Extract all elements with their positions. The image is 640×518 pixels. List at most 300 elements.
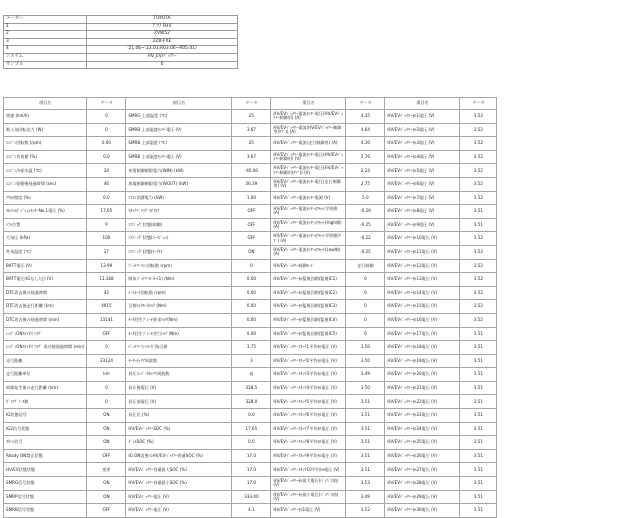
item-name: HV/EVﾊﾞｯﾃﾘｰｽﾀｯｸ6平均ｾﾙ電圧 (V)	[271, 409, 346, 423]
item-value: 3.50	[346, 381, 385, 395]
item-name: HV/EVﾊﾞｯﾃﾘｰ容量最大SOC (%)	[126, 463, 232, 477]
item-value: 3.52	[460, 150, 497, 164]
item-name: HV/EV状態状態	[4, 463, 87, 477]
item-name: HV/EVﾊﾞｯﾃﾘｰ電流ｾﾝｻｰ電圧(HV/EVﾊﾞｯﾃﾘｰ制御用) (V)	[271, 150, 346, 164]
item-value: 0	[87, 123, 126, 137]
item-name: HV/EVﾊﾞｯﾃﾘｰｾﾙ16電圧 (V)	[385, 313, 460, 327]
table-row	[4, 286, 497, 300]
item-value: 2.75	[346, 177, 385, 191]
item-value: 3.51	[460, 422, 497, 436]
item-name: HV/EVﾊﾞｯﾃﾘｰ電流ｾﾝｻｰｵﾌｾｯﾄ(Low側) (A)	[271, 245, 346, 259]
item-name: HV/EVﾊﾞｯﾃﾘｰｾﾙ2電圧 (V)	[385, 123, 460, 137]
item-value: 0.00	[87, 137, 126, 151]
item-value: 4.1	[232, 504, 271, 518]
item-name: ｴｱﾊﾞｯｸﾞ状態(制御)	[126, 218, 232, 232]
item-name: 走行距離	[4, 354, 87, 368]
table-row	[4, 449, 497, 463]
item-name: 外気温度 (℃)	[4, 245, 87, 259]
item-value: 42	[87, 286, 126, 300]
item-value: 3	[232, 354, 271, 368]
info-row	[4, 16, 238, 24]
item-name: ｱｸｾﾙ開度 (%)	[4, 191, 87, 205]
info-key: システム	[4, 53, 87, 61]
item-name: 大気圧 (kPa)	[4, 232, 87, 246]
item-name: ﾓｰﾀ回生ﾌﾞﾚｰｷ要求ﾄﾙｸ(Nm)	[126, 313, 232, 327]
item-value: 3.51	[460, 381, 497, 395]
item-value: 3.51	[460, 477, 497, 491]
item-value: 1.00	[232, 191, 271, 205]
table-row	[4, 395, 497, 409]
item-name: SMRG 上部温度 (℃)	[126, 110, 232, 124]
info-value: ZVW52	[87, 31, 238, 39]
item-value: 17.65	[87, 205, 126, 219]
item-value: 0.0	[87, 191, 126, 205]
item-value: 3.52	[460, 123, 497, 137]
item-name: SMRB信号状態	[4, 504, 87, 518]
item-value: 3.49	[346, 368, 385, 382]
info-key: メーカー	[4, 16, 87, 24]
item-value: 3.53	[346, 477, 385, 491]
vehicle-info-table	[3, 15, 238, 69]
item-name: ｼｰﾄﾋｰﾀ回転数 (rpm)	[126, 286, 232, 300]
item-name: HV/EVﾊﾞｯﾃﾘｰｾﾙ26電圧 (V)	[385, 449, 460, 463]
column-header-data: データ	[460, 98, 497, 110]
item-name: ｴﾝｼﾞﾝ負荷値 (%)	[4, 150, 87, 164]
item-value: 0	[346, 273, 385, 287]
item-name: HV/EVﾊﾞｯﾃﾘｰｽﾀｯｸ9平均ｾﾙ電圧 (V)	[271, 449, 346, 463]
item-name: HV/EVﾊﾞｯﾃﾘｰ電圧 (V)	[126, 490, 232, 504]
item-name: ﾚｯﾃﾞｨONｽﾃｲﾀｽ ﾌﾗｸﾞ 成功後経過時間 (min)	[4, 341, 87, 355]
column-header-item: 項目名	[385, 98, 460, 110]
table-row	[4, 205, 497, 219]
item-value: 3.51	[346, 449, 385, 463]
info-value: 2ZR-FXE	[87, 38, 238, 46]
table-header-row	[4, 98, 497, 110]
item-value: 0	[346, 286, 385, 300]
item-value: 33124	[87, 354, 126, 368]
item-name: HV/EVﾊﾞｯﾃﾘｰｾﾙ監視回路(監視IC1)	[271, 273, 346, 287]
table-row	[4, 164, 497, 178]
item-value: 333.00	[232, 490, 271, 504]
item-name: HV/EVﾊﾞｯﾃﾘｰｽﾀｯｸ1平均ｾﾙ電圧 (V)	[271, 341, 346, 355]
info-value: ｱﾞｸｱ FHV	[87, 23, 238, 31]
item-value: 328.5	[232, 381, 271, 395]
table-row	[4, 436, 497, 450]
item-name: HV/EVﾊﾞｯﾃﾘｰｽﾀｯｸ4平均ｾﾙ電圧 (V)	[271, 381, 346, 395]
item-name: 充電制御制限電力(WIN) (kW)	[126, 164, 232, 178]
item-value: 3.52	[460, 137, 497, 151]
item-value: 3.52	[460, 177, 497, 191]
item-value: 3.52	[460, 232, 497, 246]
item-name: HV/EVﾊﾞｯﾃﾘｰ電流ｾﾝｻｰｵﾌｾｯﾄ学習値 (A)	[271, 205, 346, 219]
item-name: HV/EVﾊﾞｯﾃﾘｰｾﾙ監視回路(監視IC4)	[271, 313, 346, 327]
item-name: ｼﾌﾄ位置	[4, 218, 87, 232]
item-value: 4.10	[346, 137, 385, 151]
item-name: HV/EVﾊﾞｯﾃﾘｰ電圧 (V)	[126, 504, 232, 518]
item-name: HV/EVﾊﾞｯﾃﾘｰｾﾙ27電圧 (V)	[385, 463, 460, 477]
item-value: 56.39	[232, 177, 271, 191]
item-name: HV/EVﾊﾞｯﾃﾘｰｾﾙ1電圧 (V)	[271, 504, 346, 518]
column-header-item: 項目名	[126, 98, 232, 110]
item-name: HV/EVﾊﾞｯﾃﾘｰｾﾙ15電圧 (V)	[385, 300, 460, 314]
info-row	[4, 23, 238, 31]
item-name: HV/EVﾊﾞｯﾃﾘｰ電流ｾﾝｻｰ電圧(HV/EVﾊﾞｯﾃﾘｰ制御用(ｻﾌﾞ)) (V)	[271, 164, 346, 178]
item-value: ON	[232, 245, 271, 259]
item-name: SMRG信号状態	[4, 477, 87, 491]
item-name: HV/EVﾊﾞｯﾃﾘｰｾﾙ24電圧 (V)	[385, 422, 460, 436]
item-value: 0	[87, 341, 126, 355]
info-value: HV_EV/ﾊﾞｯﾃﾘｰ	[87, 53, 238, 61]
table-row	[4, 123, 497, 137]
item-name: 吸入気回転出力 (W)	[4, 123, 87, 137]
item-value: 3.51	[460, 341, 497, 355]
item-name: HV/EVﾊﾞｯﾃﾘｰｾﾙ5電圧 (V)	[385, 164, 460, 178]
item-name: 車速 (km/h)	[4, 110, 87, 124]
item-value: 3.49	[346, 490, 385, 504]
info-value: '21.06~'23.01;R03.06~R05.01)	[87, 46, 238, 54]
item-name: 昇圧ｺﾝﾊﾞｰﾀｷｬﾘｱ周波数	[126, 368, 232, 382]
item-name: 故障発生後の走行距離 (km)	[4, 381, 87, 395]
item-value: 3.51	[460, 368, 497, 382]
item-value: OFF	[232, 205, 271, 219]
info-value: TOYOTA	[87, 16, 238, 24]
item-name: IG状態信号	[4, 409, 87, 423]
item-name: HV/EVﾊﾞｯﾃﾘｰｾﾙ監視回路(監視IC5)	[271, 327, 346, 341]
item-name: ﾓｰﾀ回生ﾌﾞﾚｰｷ実行ﾄﾙｸ (Nm)	[126, 327, 232, 341]
item-name: HV/EVﾊﾞｯﾃﾘｰ電流ｾﾝｻｰｵﾌｾｯﾄ学習値(ｻﾌﾞ) (A)	[271, 232, 346, 246]
item-name: ﾊﾞｯﾃﾘｰﾌｧﾝ回転数 (rpm)	[126, 259, 232, 273]
item-name: 昇圧後電圧 (V)	[126, 381, 232, 395]
info-row	[4, 38, 238, 46]
item-value: ON	[87, 490, 126, 504]
item-value: 3.52	[460, 286, 497, 300]
item-value: 3.51	[460, 409, 497, 423]
item-value: -0.25	[346, 245, 385, 259]
item-value: P	[87, 218, 126, 232]
item-name: HV/EVﾊﾞｯﾃﾘｰｾﾙ21電圧 (V)	[385, 381, 460, 395]
table-row	[4, 341, 497, 355]
item-name: ｴｱｺﾝ消費電力 (kW)	[126, 191, 232, 205]
item-name: HV/EVﾊﾞｯﾃﾘｰ電流(HV/EVﾊﾞｯﾃﾘｰ制御用(ｻﾌﾞ)) (A)	[271, 123, 346, 137]
item-name: ｴｱﾊﾞｯｸﾞ状態(ｻｰｸﾙ)	[126, 245, 232, 259]
info-row	[4, 46, 238, 54]
info-value: 0	[87, 61, 238, 69]
item-value: ON	[87, 409, 126, 423]
item-name: BATT電圧(IGなし/止) (V)	[4, 273, 87, 287]
item-name: SMRB 上部温度 (℃)	[126, 137, 232, 151]
item-value: 3.51	[346, 436, 385, 450]
diagnostic-data-table	[3, 97, 497, 518]
table-row	[4, 381, 497, 395]
item-name: 昇圧前電圧 (V)	[126, 395, 232, 409]
info-row	[4, 31, 238, 39]
item-value: 3.51	[346, 395, 385, 409]
item-name: HV/EVﾊﾞｯﾃﾘｰ電流ｾﾝｻｰ電圧(HV/EVﾊﾞｯﾃﾘｰ制御用) (A)	[271, 110, 346, 124]
column-header-data: データ	[87, 98, 126, 110]
item-value: 2.76	[346, 150, 385, 164]
item-value: 0	[87, 395, 126, 409]
item-value: 17.65	[232, 422, 271, 436]
item-name: SMRP信号状態	[4, 490, 87, 504]
table-row	[4, 110, 497, 124]
item-value: 0	[346, 313, 385, 327]
item-name: 昇圧比 (%)	[126, 409, 232, 423]
table-row	[4, 177, 497, 191]
table-row	[4, 368, 497, 382]
item-name: IG2信号状態	[4, 422, 87, 436]
item-value: 3.51	[460, 504, 497, 518]
table-row	[4, 273, 497, 287]
item-value: 3.51	[346, 409, 385, 423]
item-name: HV/EVﾊﾞｯﾃﾘｰｾﾙ7電圧 (V)	[385, 191, 460, 205]
item-value: 4.64	[346, 123, 385, 137]
table-row	[4, 422, 497, 436]
item-value: 13.168	[87, 273, 126, 287]
item-name: HV/EVﾊﾞｯﾃﾘｰｾﾙ18電圧 (V)	[385, 341, 460, 355]
item-value: 0.0	[232, 436, 271, 450]
item-value: 4.35	[346, 110, 385, 124]
item-name: HV/EVﾊﾞｯﾃﾘｰｾﾙ11電圧 (V)	[385, 245, 460, 259]
item-name: HV/EVﾊﾞｯﾃﾘｰｾﾙ10電圧 (V)	[385, 232, 460, 246]
item-name: HV/EVﾊﾞｯﾃﾘｰｾﾙ最大電圧(ﾊﾞｲﾊﾟｽ前) (V)	[271, 477, 346, 491]
item-value: 3.52	[460, 259, 497, 273]
table-row	[4, 409, 497, 423]
table-row	[4, 137, 497, 151]
item-name: SMRB 上部温度ｾﾝｻｰ電圧 (V)	[126, 150, 232, 164]
item-name: HV/EVﾊﾞｯﾃﾘｰｾﾙ20電圧 (V)	[385, 368, 460, 382]
item-name: HV/EVﾊﾞｯﾃﾘｰｾﾙ1電圧 (V)	[385, 110, 460, 124]
item-value: 3.51	[460, 463, 497, 477]
column-header-item: 項目名	[271, 98, 346, 110]
table-row	[4, 313, 497, 327]
item-name: 目標ﾄﾙｸﾓｰﾀﾄﾙｸ (Nm)	[126, 300, 232, 314]
item-name: HV/EVﾊﾞｯﾃﾘｰ電流ｾﾝｻｰ電圧(走行制御用) (V)	[271, 177, 346, 191]
item-name: HV/EVﾊﾞｯﾃﾘｰ電流ｾﾝｻｰｵﾌｾｯﾄ(High側) (A)	[271, 218, 346, 232]
item-name: HV/EVﾊﾞｯﾃﾘｰ制御ﾓｰﾄﾞ	[271, 259, 346, 273]
item-name: HV/EVﾊﾞｯﾃﾘｰｽﾀｯｸ5平均ｾﾙ電圧 (V)	[271, 395, 346, 409]
item-name: ﾊﾞｯﾃﾘｰﾌｧﾝﾓｰﾀﾞ指示値	[126, 341, 232, 355]
table-row	[4, 477, 497, 491]
table-row	[4, 300, 497, 314]
item-value: 25	[232, 137, 271, 151]
item-name: HV/EVﾊﾞｯﾃﾘｰｾﾙ25電圧 (V)	[385, 436, 460, 450]
item-name: BATT電圧 (V)	[4, 259, 87, 273]
item-name: ｽﾀｰﾄ信号	[4, 436, 87, 450]
info-row	[4, 61, 238, 69]
item-name: Ready ON禁止状態	[4, 449, 87, 463]
item-name: HV/EVﾊﾞｯﾃﾘｰｽﾀｯｸ10平均ｾﾙ電圧 (V)	[271, 463, 346, 477]
diagnostic-data-body	[4, 98, 497, 518]
item-name: ﾀﾞｲｱｸﾞﾉｰｽ数	[4, 395, 87, 409]
item-name: ｴﾝｼﾞﾝ冷却水温 (℃)	[4, 164, 87, 178]
info-key: 2	[4, 31, 87, 39]
item-name: HV/EVﾊﾞｯﾃﾘｰｾﾙ4電圧 (V)	[385, 150, 460, 164]
item-name: HV/EVﾊﾞｯﾃﾘｰｾﾙ22電圧 (V)	[385, 395, 460, 409]
item-name: HV/EVﾊﾞｯﾃﾘｰｾﾙ最小電圧(ﾊﾞｲﾊﾟｽ前) (V)	[271, 490, 346, 504]
item-name: ﾓｰﾀｰｷｬﾘｱ周波数	[126, 354, 232, 368]
item-value: OFF	[87, 449, 126, 463]
item-value: 0.00	[232, 313, 271, 327]
item-value: 100	[87, 232, 126, 246]
item-value: 3.51	[460, 449, 497, 463]
item-value: 46	[87, 177, 126, 191]
table-row	[4, 327, 497, 341]
item-name: HV/EVﾊﾞｯﾃﾘｰｾﾙ23電圧 (V)	[385, 409, 460, 423]
item-name: HV/EVﾊﾞｯﾃﾘｰｾﾙ8電圧 (V)	[385, 205, 460, 219]
item-value: -0.29	[346, 205, 385, 219]
item-value: 17.0	[232, 449, 271, 463]
item-name: HV/EVﾊﾞｯﾃﾘｰｾﾙ29電圧 (V)	[385, 490, 460, 504]
item-value: ON	[87, 477, 126, 491]
item-value: 0.00	[232, 327, 271, 341]
column-header-item: 項目名	[4, 98, 87, 110]
item-value: 0.00	[232, 273, 271, 287]
item-value: 27	[87, 245, 126, 259]
item-name: ｴﾝｼﾞﾝ始動後経過時間 (sec)	[4, 177, 87, 191]
item-value: OFF	[232, 232, 271, 246]
item-name: HV/EVﾊﾞｯﾃﾘｰｾﾙ17電圧 (V)	[385, 327, 460, 341]
item-value: 5.0	[346, 191, 385, 205]
info-key: 3	[4, 38, 87, 46]
item-value: 4915	[87, 300, 126, 314]
item-value: OFF	[87, 327, 126, 341]
item-name: 走行距離単位	[4, 368, 87, 382]
item-name: HV/EVﾊﾞｯﾃﾘｰｾﾙ6電圧 (V)	[385, 177, 460, 191]
table-row	[4, 490, 497, 504]
item-value: 走行制御	[346, 259, 385, 273]
item-value: 0.0	[232, 409, 271, 423]
item-name: HV/EVﾊﾞｯﾃﾘｰｾﾙ12電圧 (V)	[385, 259, 460, 273]
item-value: 17.0	[232, 463, 271, 477]
table-row	[4, 259, 497, 273]
item-value: -0.25	[346, 218, 385, 232]
item-value: 3.51	[460, 436, 497, 450]
item-value: 3.52	[460, 245, 497, 259]
item-value: 3.52	[346, 504, 385, 518]
item-value: 3.51	[460, 395, 497, 409]
item-name: HV/EVﾊﾞｯﾃﾘｰｾﾙ19電圧 (V)	[385, 354, 460, 368]
item-value: -40.00	[232, 164, 271, 178]
table-row	[4, 245, 497, 259]
item-value: 変更	[87, 463, 126, 477]
table-row	[4, 232, 497, 246]
item-name: HV/EVﾊﾞｯﾃﾘｰ容量最小SOC (%)	[126, 477, 232, 491]
info-row	[4, 53, 238, 61]
item-value: 3.52	[460, 164, 497, 178]
item-name: HV/EVﾊﾞｯﾃﾘｰｾﾙ30電圧 (V)	[385, 504, 460, 518]
item-value: 高	[232, 368, 271, 382]
item-value: 3.52	[460, 191, 497, 205]
item-name: HV/EVﾊﾞｯﾃﾘｰ電流(走行制御用) (A)	[271, 137, 346, 151]
item-name: HV/EVﾊﾞｯﾃﾘｰｽﾀｯｸ7平均ｾﾙ電圧 (V)	[271, 422, 346, 436]
item-name: HV/EVﾊﾞｯﾃﾘｰ電流ｾﾝｻｰ電源 (V)	[271, 191, 346, 205]
item-value: 3.51	[460, 490, 497, 504]
table-row	[4, 463, 497, 477]
item-name: IG ON直後のHV/EVﾊﾞｯﾃﾘｰ容量SOC (%)	[126, 449, 232, 463]
item-value: 3.51	[346, 463, 385, 477]
item-value: 3.51	[460, 205, 497, 219]
item-value: 0	[87, 381, 126, 395]
item-value: 3.51	[460, 327, 497, 341]
item-name: ｴｱﾊﾞｯｸﾞ状態(ｺｰﾘｼﾞｮﾝ)	[126, 232, 232, 246]
item-name: DTC消去後の経過時間	[4, 286, 87, 300]
item-value: 13.99	[87, 259, 126, 273]
item-value: OFF	[87, 504, 126, 518]
item-name: HV/EVﾊﾞｯﾃﾘｰｽﾀｯｸ2平均ｾﾙ電圧 (V)	[271, 354, 346, 368]
table-row	[4, 504, 497, 518]
item-value: 13141	[87, 313, 126, 327]
item-value: -0.22	[346, 232, 385, 246]
item-name: DTC消去後の経過時間 (min)	[4, 313, 87, 327]
item-value: ON	[87, 422, 126, 436]
item-value: 3.75	[232, 341, 271, 355]
item-name: HV/EVﾊﾞｯﾃﾘｰｾﾙ3電圧 (V)	[385, 137, 460, 151]
table-row	[4, 191, 497, 205]
item-value: 0.00	[232, 300, 271, 314]
item-name: DTC消去後走行距離 (km)	[4, 300, 87, 314]
table-row	[4, 218, 497, 232]
item-name: HV/EVﾊﾞｯﾃﾘｰｾﾙ9電圧 (V)	[385, 218, 460, 232]
item-value: 0	[232, 259, 271, 273]
item-value: 3.52	[460, 110, 497, 124]
info-key: サンプル	[4, 61, 87, 69]
item-value: 3.52	[460, 273, 497, 287]
item-value: 3.50	[346, 341, 385, 355]
info-key: 4	[4, 46, 87, 54]
item-name: HV/EVﾊﾞｯﾃﾘｰｾﾙ監視回路(監視IC3)	[271, 300, 346, 314]
item-value: ON	[87, 436, 126, 450]
table-row	[4, 354, 497, 368]
item-value: 3.51	[346, 422, 385, 436]
item-name: HV/EVﾊﾞｯﾃﾘｰｽﾀｯｸ3平均ｾﾙ電圧 (V)	[271, 368, 346, 382]
item-name: HV/EVﾊﾞｯﾃﾘｰｾﾙ14電圧 (V)	[385, 286, 460, 300]
item-value: OFF	[232, 218, 271, 232]
item-name: ﾚｯﾃﾞｨONｽﾃｲﾀｽ ﾌﾗｸﾞ	[4, 327, 87, 341]
item-value: 25	[232, 110, 271, 124]
item-value: 0	[87, 110, 126, 124]
column-header-data: データ	[232, 98, 271, 110]
item-value: 0	[346, 327, 385, 341]
item-value: 17.0	[232, 477, 271, 491]
column-header-data: データ	[346, 98, 385, 110]
item-name: HV/EVﾊﾞｯﾃﾘｰｽﾀｯｸ8平均ｾﾙ電圧 (V)	[271, 436, 346, 450]
item-value: 3.52	[460, 313, 497, 327]
item-name: HV/EVﾊﾞｯﾃﾘｰｾﾙ13電圧 (V)	[385, 273, 460, 287]
item-value: 0.00	[232, 286, 271, 300]
item-value: 24	[87, 164, 126, 178]
item-name: ﾃﾞｨﾙSOC (%)	[126, 436, 232, 450]
item-name: 放電制御制限電力(WOUT) (kW)	[126, 177, 232, 191]
item-value: 3.67	[232, 123, 271, 137]
item-name: ｽﾛｯﾄﾙﾎﾟｼﾞｼｮﾝｾﾝｻｰNo.1電圧 (%)	[4, 205, 87, 219]
item-name: ｽﾀｯｸﾄﾞﾌﾗｸﾞｽﾃｲﾀｽ	[126, 205, 232, 219]
item-name: HV/EVﾊﾞｯﾃﾘｰｾﾙ監視回路(監視IC2)	[271, 286, 346, 300]
item-value: 3.51	[460, 218, 497, 232]
item-value: 3.51	[460, 354, 497, 368]
item-value: 3.67	[232, 150, 271, 164]
item-value: 2.24	[346, 164, 385, 178]
item-value: km	[87, 368, 126, 382]
item-value: 0.0	[87, 150, 126, 164]
item-name: HV/EVﾊﾞｯﾃﾘｰSOC (%)	[126, 422, 232, 436]
item-value: 328.0	[232, 395, 271, 409]
vehicle-info-body	[4, 16, 238, 69]
item-value: 3.52	[460, 300, 497, 314]
item-name: 吸気ﾊﾞｯﾃﾘｰﾓｰﾀｰ(1) (Nm)	[126, 273, 232, 287]
item-name: HV/EVﾊﾞｯﾃﾘｰｾﾙ28電圧 (V)	[385, 477, 460, 491]
item-name: ｴﾝｼﾞﾝ回転数 (rpm)	[4, 137, 87, 151]
item-name: SMRB 上部温度ｾﾝｻｰ電圧 (V)	[126, 123, 232, 137]
